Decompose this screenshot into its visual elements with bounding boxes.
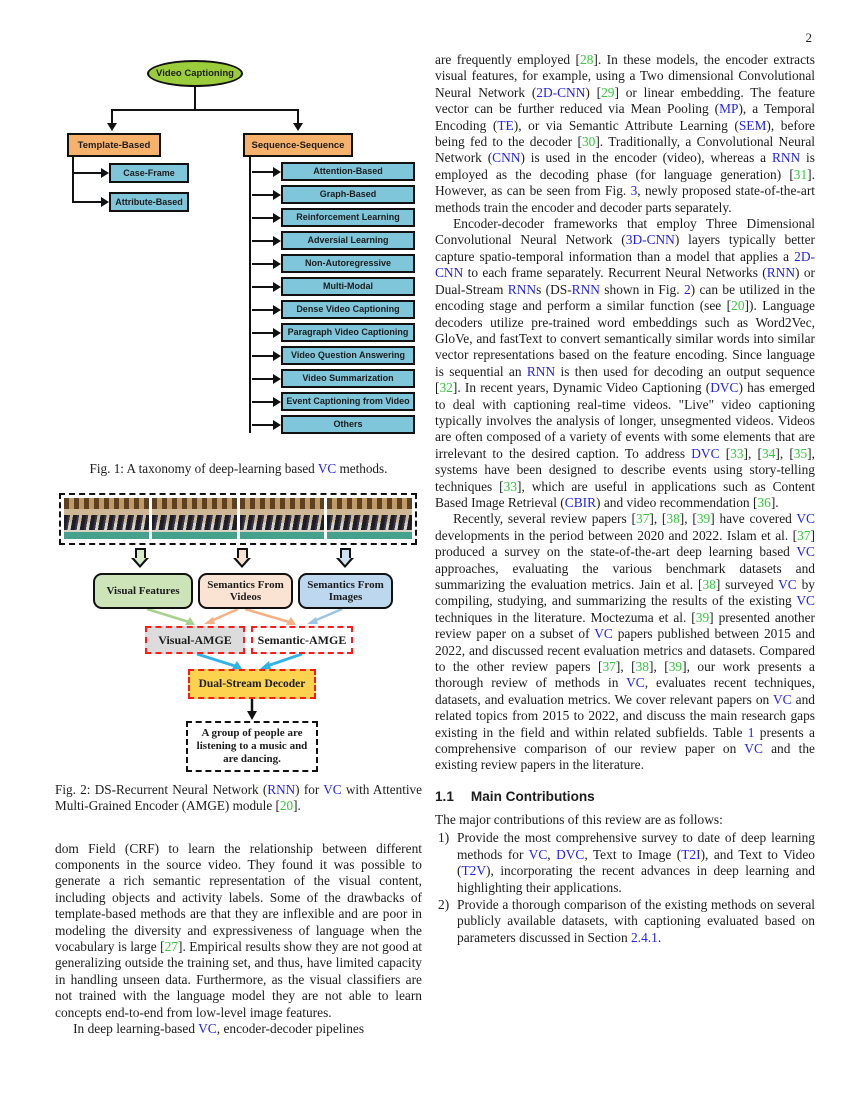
page-number: 2 <box>805 30 812 45</box>
acronym-link[interactable]: RNN <box>766 265 796 281</box>
left-column-text <box>55 841 422 1038</box>
taxonomy-leaf: Multi-Modal <box>281 277 415 296</box>
feature-box: Semantics From Videos <box>198 573 293 609</box>
acronym-link[interactable]: VC <box>594 626 613 642</box>
acronym-link[interactable]: 2 <box>683 281 691 297</box>
acronym-link[interactable]: VC <box>323 782 342 798</box>
down-arrow-icon <box>297 109 299 123</box>
branch-template-based: Template-Based <box>67 133 161 157</box>
figure1-taxonomy-diagram <box>55 56 422 452</box>
citation-link[interactable]: [28] <box>575 52 598 67</box>
acronym-link[interactable]: 2.4.1 <box>631 929 658 945</box>
generated-caption-box: A group of people are listening to a music and are dancing. <box>186 721 318 772</box>
acronym-link[interactable]: SEM <box>738 117 767 133</box>
connector-line <box>112 109 299 111</box>
list-intro: The major contributions of this review are as follows: <box>435 811 723 827</box>
section-title: Main Contributions <box>470 788 595 804</box>
taxonomy-leaf: Reinforcement Learning <box>281 208 415 227</box>
section-heading <box>435 789 815 804</box>
right-column <box>435 52 815 1037</box>
citation-link[interactable]: [36] <box>752 494 776 510</box>
citation-link[interactable]: [38] <box>631 659 654 675</box>
taxonomy-leaf: Others <box>281 415 415 434</box>
taxonomy-leaf: Event Captioning from Video <box>281 392 415 411</box>
acronym-link[interactable]: VC <box>796 511 815 527</box>
connector-line <box>249 157 251 433</box>
acronym-link[interactable]: VC <box>778 577 797 592</box>
acronym-link[interactable]: T2V <box>461 863 487 879</box>
citation-link[interactable]: [38] <box>661 511 685 527</box>
acronym-link[interactable]: DVC <box>710 380 739 396</box>
branch-sequence-sequence: Sequence-Sequence <box>243 133 353 157</box>
citation-link[interactable]: [20] <box>726 298 749 314</box>
acronym-link[interactable]: VC <box>796 544 815 560</box>
taxonomy-leaf: Adversial Learning <box>281 231 415 250</box>
taxonomy-leaf: Video Summarization <box>281 369 415 388</box>
acronym-link[interactable]: 1 <box>747 724 755 740</box>
connector-line <box>194 87 196 109</box>
citation-link[interactable]: [33] <box>725 445 749 461</box>
taxonomy-leaf: Video Question Answering <box>281 346 415 365</box>
acronym-link[interactable]: VC <box>317 461 337 476</box>
citation-link[interactable]: [37] <box>792 527 815 543</box>
taxonomy-leaf: Dense Video Captioning <box>281 300 415 319</box>
acronym-link[interactable]: RNN <box>771 150 801 166</box>
figure2-caption: Fig. 2: DS-Recurrent Neural Network (RNN) for VC with Attentive Multi-Grained Encoder (AMGE) module [20]. <box>55 782 422 814</box>
taxonomy-leaf: Non-Autoregressive <box>281 254 415 273</box>
left-column <box>55 52 422 1037</box>
dual-stream-decoder-box: Dual-Stream Decoder <box>188 669 316 699</box>
citation-link[interactable]: [39] <box>691 609 714 625</box>
section-number: 1.1 <box>435 788 454 804</box>
amge-box: Semantic-AMGE <box>251 626 353 654</box>
citation-link[interactable]: [32] <box>435 380 458 396</box>
taxonomy-leaf: Graph-Based <box>281 185 415 204</box>
contribution-item: Provide a thorough comparison of the existing methods on several publicly available datasets, with captioning evaluated based on parameters discussed in Section 2.4.1. <box>457 896 815 945</box>
figure2-architecture-diagram <box>55 493 422 773</box>
paragraph: are frequently employed [28]. In these models, the encoder extracts visual features, for example, using a Two dimensional Convolutional Neural Network (2D-CNN) [29] or linear embedding. The feature vector can be further reduced via Mean Pooling (MP), a Temporal Encoding (TE), or via Semantic Attribute Learning (SEM), before being fed to the decoder [30]. Traditionally, a Convolutional Neural Network (CNN) is used in the encoder (video), whereas a RNN is employed as the decoding phase (for language generation) [31]. However, as can be seen from Fig. 3, newly proposed state-of-the-art methods train the encoder and decoder parts separately. <box>435 52 815 215</box>
paragraph: Recently, several review papers [37], [38], [39] have covered VC developments in the period between 2020 and 2022. Islam et al. [37] produced a survey on the state-of-the-art deep learning based VC approaches, evaluating the various benchmark datasets and summarizing the evaluation metrics. Jain et al. [38] surveyed VC by compiling, studying, and summarizing the results of the existing VC techniques in the literature. Moctezuma et al. [39] presented another review paper on a subset of VC papers published between 2015 and 2022, and discussed recent evaluation metrics and datasets. Compared to the other review papers [37], [38], [39], our work presents a thorough review of methods in VC, evaluates recent techniques, datasets, and evaluation metrics. We cover relevant papers on VC and related topics from 2015 to 2022, and discuss the main research gaps existing in the field and within related subfields. Table 1 presents a comprehensive comparison of our review paper on VC and the existing review papers in the literature. <box>435 511 815 773</box>
taxonomy-leaf: Case-Frame <box>109 163 189 183</box>
citation-link[interactable]: [31] <box>789 166 812 182</box>
right-column-text <box>435 52 815 774</box>
citation-link[interactable]: [29] <box>596 84 619 100</box>
citation-link[interactable]: [37] <box>597 659 621 675</box>
figure2 <box>55 493 422 814</box>
sequence-sequence-children <box>281 162 415 434</box>
taxonomy-leaf: Attribute-Based <box>109 192 189 212</box>
acronym-link[interactable]: 2D-CNN <box>435 248 815 281</box>
acronym-link[interactable]: RNN <box>507 281 537 297</box>
acronym-link[interactable]: VC <box>796 593 815 609</box>
two-column-layout <box>55 52 815 1037</box>
acronym-link[interactable]: 3 <box>630 183 638 199</box>
acronym-link[interactable]: VC <box>528 846 548 862</box>
citation-link[interactable]: [27] <box>160 939 183 955</box>
feature-box: Semantics From Images <box>298 573 393 609</box>
paragraph: dom Field (CRF) to learn the relationship between different components in the source video. They found it was possible to generate a rich semantic representation of the visual content, including objects and activity labels. Some of the drawbacks of template-based methods are that they are inflexible and are poor in modeling the diversity and expressiveness of language when the vocabulary is large [27]. Empirical results show they are not good at generalizing outside the training set, and thus, have limited capacity in handling unseen data. Furthermore, as the visual classifiers are not trained with the language model they are not able to learn concepts end-to-end from low-level image features. <box>55 840 422 1020</box>
amge-box: Visual-AMGE <box>145 626 245 654</box>
taxonomy-leaf: Paragraph Video Captioning <box>281 323 415 342</box>
citation-link[interactable]: [35] <box>789 445 812 461</box>
taxonomy-root-node: Video Captioning <box>147 60 243 87</box>
acronym-link[interactable]: DVC <box>556 846 585 862</box>
paragraph: In deep learning-based VC, encoder-decoder pipelines <box>73 1021 365 1037</box>
figure1 <box>55 56 422 477</box>
acronym-link[interactable]: VC <box>773 691 792 707</box>
template-based-children <box>109 163 189 212</box>
citation-link[interactable]: [33] <box>499 478 522 494</box>
citation-link[interactable]: [39] <box>664 659 687 675</box>
paragraph: Encoder-decoder frameworks that employ Three Dimensional Convolutional Neural Network (3D-CNN) layers typically better capture spatio-temporal information than a model that applies a 2D-CNN to each frame separately. Recurrent Neural Networks (RNN) or Dual-Stream RNNs (DS-RNN shown in Fig. 2) can be utilized in the encoding stage and perform a similar function (see [20]). Language decoders utilize pre-trained word embeddings such as Word2Vec, GloVe, and fastText to convert semantically similar words into similar vector representations based on the feature encoding. Since language is sequential an RNN is then used for decoding an output sequence [32]. In recent years, Dynamic Video Captioning (DVC) has emerged to deal with captioning real-time videos. "Live" video captioning typically involves the analysis of longer, unsegmented videos. Videos are often composed of a variety of events with some elements that are irrelevant to the desired caption. To address DVC [33], [34], [35], systems have been designed to describe events using story-telling techniques [33], which are useful in applications such as Content Based Image Retrieval (CBIR) and video recommendation [36]. <box>435 216 816 510</box>
citation-link[interactable]: [38] <box>698 577 721 592</box>
acronym-link[interactable]: 2D-CNN <box>536 84 586 100</box>
connector-line <box>72 157 74 203</box>
feature-box: Visual Features <box>93 573 193 609</box>
contribution-item: Provide the most comprehensive survey to date of deep learning methods for VC, DVC, Text to Image (T2I), and Text to Video (T2V), incorporating the recent advances in deep learning and highlighting their applications. <box>457 830 815 895</box>
acronym-link[interactable]: RNN <box>571 281 600 297</box>
citation-link[interactable]: [30] <box>577 134 600 150</box>
acronym-link[interactable]: VC <box>626 675 645 691</box>
figure1-caption: Fig. 1: A taxonomy of deep-learning based VC methods. <box>89 461 388 476</box>
citation-link[interactable]: [39] <box>692 511 715 527</box>
contributions-list <box>435 830 815 946</box>
acronym-link[interactable]: RNN <box>267 782 296 798</box>
citation-link[interactable]: [20] <box>275 798 298 814</box>
citation-link[interactable]: [37] <box>631 511 654 527</box>
acronym-link[interactable]: 3D-CNN <box>625 232 675 248</box>
acronym-link[interactable]: RNN <box>526 363 556 379</box>
acronym-link[interactable]: T2I <box>681 846 701 862</box>
acronym-link[interactable]: CBIR <box>564 494 597 510</box>
acronym-link[interactable]: VC <box>198 1021 217 1037</box>
acronym-link[interactable]: MP <box>719 101 739 117</box>
acronym-link[interactable]: TE <box>497 117 514 133</box>
citation-link[interactable]: [34] <box>757 445 780 461</box>
acronym-link[interactable]: VC <box>744 741 763 757</box>
down-arrow-icon <box>111 109 113 123</box>
taxonomy-leaf: Attention-Based <box>281 162 415 181</box>
acronym-link[interactable]: DVC <box>691 445 720 461</box>
acronym-link[interactable]: CNN <box>492 150 521 166</box>
